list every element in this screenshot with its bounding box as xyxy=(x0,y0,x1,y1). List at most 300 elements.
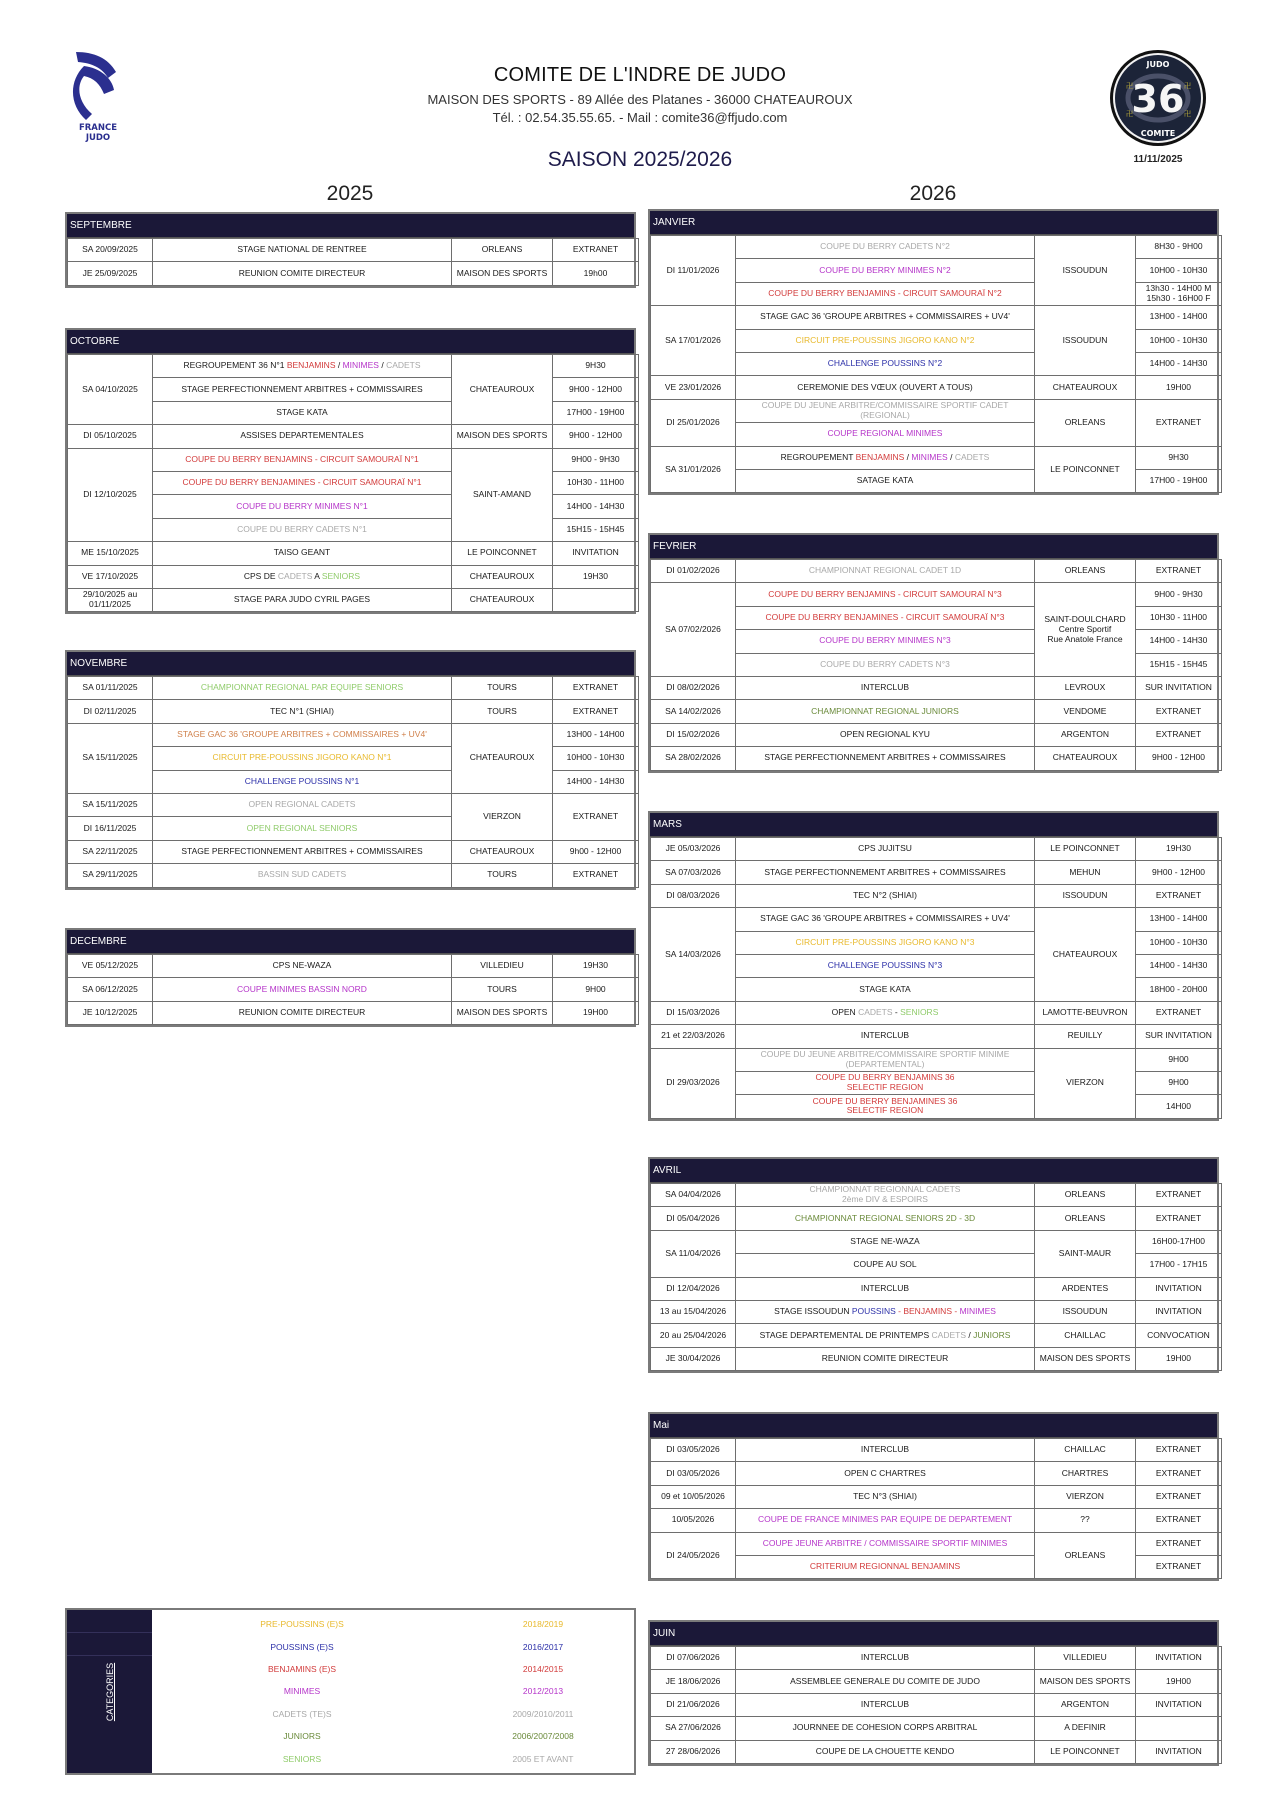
event-name xyxy=(153,495,452,518)
event-date: SA 14/03/2026 xyxy=(651,908,736,1002)
event-text-segment: CIRCUIT PRE-POUSSINS JIGORO KANO N°1 xyxy=(212,752,392,763)
event-location: CHATEAUROUX xyxy=(452,723,553,793)
event-name xyxy=(736,1324,1035,1347)
event-text-segment: MINIMES xyxy=(342,360,379,371)
category-row xyxy=(152,1709,634,1719)
event-text-segment: CIRCUIT PRE-POUSSINS JIGORO KANO N°3 xyxy=(795,936,975,947)
event-row xyxy=(651,723,1222,746)
event-row xyxy=(651,352,1222,375)
month-table-janvier xyxy=(648,209,1219,495)
month-header: AVRIL xyxy=(650,1159,1217,1183)
event-text-segment: REUNION COMITE DIRECTEUR xyxy=(238,1007,366,1018)
event-text-segment: STAGE GAC 36 'GROUPE ARBITRES + COMMISSAIRES + UV4' xyxy=(760,311,1010,322)
event-time-or-registration: 9H30 xyxy=(1136,446,1222,469)
event-text-segment: / xyxy=(947,451,955,462)
event-time-or-registration: 17H00 - 19H00 xyxy=(1136,469,1222,492)
event-name xyxy=(736,978,1035,1001)
event-text-segment: OPEN REGIONAL CADETS xyxy=(248,799,356,810)
category-row xyxy=(152,1754,634,1764)
event-text-segment: SATAGE KATA xyxy=(856,475,914,486)
event-text-segment: CHAMPIONNAT REGIONAL CADET 1D xyxy=(808,565,962,576)
event-time-or-registration: 9h00 - 12H00 xyxy=(553,840,639,863)
event-name xyxy=(736,399,1035,422)
event-date: DI 25/01/2026 xyxy=(651,399,736,446)
event-time-or-registration: 18H00 - 20H00 xyxy=(1136,978,1222,1001)
event-date: DI 12/10/2025 xyxy=(68,448,153,542)
event-location: MAISON DES SPORTS xyxy=(1035,1670,1136,1693)
event-name xyxy=(153,723,452,746)
event-row xyxy=(651,1184,1222,1207)
event-text-segment: CADETS xyxy=(954,451,990,462)
event-date: DI 01/02/2026 xyxy=(651,560,736,583)
event-time-or-registration: 13h30 - 14H00 M 15h30 - 16H00 F xyxy=(1136,282,1222,305)
event-location: CHAILLAC xyxy=(1035,1439,1136,1462)
event-time-or-registration: EXTRANET xyxy=(1136,1207,1222,1230)
event-date: 21 et 22/03/2026 xyxy=(651,1025,736,1048)
event-row xyxy=(68,747,639,770)
event-name xyxy=(736,1532,1035,1555)
event-time-or-registration: 19H30 xyxy=(553,955,639,978)
month-header: DECEMBRE xyxy=(67,930,634,954)
event-name xyxy=(153,978,452,1001)
event-name xyxy=(153,1001,452,1024)
event-date: SA 15/11/2025 xyxy=(68,793,153,816)
event-name xyxy=(153,817,452,840)
event-date: DI 29/03/2026 xyxy=(651,1048,736,1118)
event-date: SA 11/04/2026 xyxy=(651,1230,736,1277)
event-row xyxy=(651,676,1222,699)
event-row xyxy=(68,471,639,494)
event-row xyxy=(651,1347,1222,1370)
event-name xyxy=(153,840,452,863)
event-time-or-registration xyxy=(1136,1717,1222,1740)
event-time-or-registration: 9H00 - 9H30 xyxy=(553,448,639,471)
event-text-segment: INTERCLUB xyxy=(860,1444,910,1455)
event-date: DI 05/04/2026 xyxy=(651,1207,736,1230)
event-date: JE 05/03/2026 xyxy=(651,838,736,861)
event-row xyxy=(68,542,639,565)
event-text-segment: CHALLENGE POUSSINS N°3 xyxy=(827,960,943,971)
event-row xyxy=(68,840,639,863)
event-text-segment: CHAMPIONNAT REGIONAL SENIORS 2D - 3D xyxy=(794,1212,976,1223)
svg-text:FRANCE: FRANCE xyxy=(78,123,118,133)
event-time-or-registration: 9H00 - 12H00 xyxy=(1136,861,1222,884)
event-row xyxy=(651,259,1222,282)
event-row xyxy=(651,469,1222,492)
comite-36-logo xyxy=(1108,48,1208,148)
event-text-segment: CHALLENGE POUSSINS N°1 xyxy=(244,775,360,786)
event-time-or-registration: EXTRANET xyxy=(1136,1184,1222,1207)
event-location: ?? xyxy=(1035,1509,1136,1532)
month-table-mars xyxy=(648,811,1219,1121)
event-row xyxy=(68,425,639,448)
event-location: VIERZON xyxy=(1035,1485,1136,1508)
event-text-segment: COUPE DU BERRY BENJAMINS 36 SELECTIF REGION xyxy=(815,1072,955,1093)
event-row xyxy=(68,700,639,723)
event-time-or-registration: 9H00 - 12H00 xyxy=(553,378,639,401)
event-date: DI 16/11/2025 xyxy=(68,817,153,840)
organization-title: COMITE DE L'INDRE DE JUDO xyxy=(493,64,787,86)
event-time-or-registration: 14H00 - 14H30 xyxy=(553,770,639,793)
event-name xyxy=(153,588,452,611)
event-row xyxy=(68,495,639,518)
event-name xyxy=(736,1230,1035,1253)
event-text-segment: CHAMPIONNAT REGIONNAL CADETS 2ème DIV & ESPOIRS xyxy=(809,1184,961,1205)
event-name xyxy=(736,469,1035,492)
month-header: JANVIER xyxy=(650,211,1217,235)
events-table xyxy=(650,1438,1222,1579)
event-time-or-registration: 14H00 - 14H30 xyxy=(1136,954,1222,977)
year-label-2026: 2026 xyxy=(909,182,957,205)
event-date: DI 03/05/2026 xyxy=(651,1439,736,1462)
event-location: ISSOUDUN xyxy=(1035,306,1136,376)
event-date: DI 08/02/2026 xyxy=(651,676,736,699)
event-location: A DEFINIR xyxy=(1035,1717,1136,1740)
month-table-decembre xyxy=(65,928,636,1027)
event-location: ORLEANS xyxy=(1035,1184,1136,1207)
event-time-or-registration: 17H00 - 17H15 xyxy=(1136,1254,1222,1277)
event-row xyxy=(651,1207,1222,1230)
event-location: VILLEDIEU xyxy=(1035,1647,1136,1670)
categories-label: CATEGORIES xyxy=(104,1662,115,1721)
category-row xyxy=(152,1664,634,1674)
event-location: SAINT-AMAND xyxy=(452,448,553,542)
event-time-or-registration: EXTRANET xyxy=(1136,723,1222,746)
event-date: 09 et 10/05/2026 xyxy=(651,1485,736,1508)
events-table xyxy=(650,1183,1222,1371)
month-header: Mai xyxy=(650,1414,1217,1438)
event-text-segment: COUPE DU BERRY MINIMES N°2 xyxy=(819,264,951,275)
event-text-segment: - xyxy=(892,1007,901,1018)
event-time-or-registration: EXTRANET xyxy=(1136,399,1222,446)
event-date: 29/10/2025 au 01/11/2025 xyxy=(68,588,153,611)
event-row xyxy=(68,955,639,978)
event-date: SA 14/02/2026 xyxy=(651,700,736,723)
event-location: LAMOTTE-BEUVRON xyxy=(1035,1001,1136,1024)
event-name xyxy=(736,1300,1035,1323)
category-birth-years: 2014/2015 xyxy=(522,1664,564,1675)
event-date: SA 31/01/2026 xyxy=(651,446,736,493)
event-location: REUILLY xyxy=(1035,1025,1136,1048)
event-location: ORLEANS xyxy=(1035,399,1136,446)
month-table-fevrier xyxy=(648,533,1219,773)
event-location: VENDOME xyxy=(1035,700,1136,723)
event-location: ISSOUDUN xyxy=(1035,884,1136,907)
event-text-segment: BENJAMINS xyxy=(903,1306,952,1317)
event-row xyxy=(651,376,1222,399)
category-birth-years: 2005 ET AVANT xyxy=(512,1753,574,1764)
event-time-or-registration: EXTRANET xyxy=(1136,1001,1222,1024)
event-text-segment: CPS NE-WAZA xyxy=(272,960,332,971)
event-row xyxy=(651,1740,1222,1763)
event-text-segment: STAGE DEPARTEMENTAL DE PRINTEMPS xyxy=(759,1329,932,1340)
event-text-segment: OPEN REGIONAL KYU xyxy=(840,729,930,740)
event-time-or-registration: INVITATION xyxy=(1136,1277,1222,1300)
event-row xyxy=(68,355,639,378)
month-table-octobre xyxy=(65,328,636,614)
event-time-or-registration: 14H00 xyxy=(1136,1095,1222,1118)
event-location: MAISON DES SPORTS xyxy=(452,425,553,448)
event-name xyxy=(736,282,1035,305)
event-time-or-registration: 9H00 xyxy=(553,978,639,1001)
event-text-segment: / xyxy=(335,360,343,371)
event-time-or-registration: 9H00 xyxy=(1136,1048,1222,1071)
event-text-segment: JUNIORS xyxy=(973,1329,1011,1340)
event-text-segment: - xyxy=(895,1306,904,1317)
event-row xyxy=(651,1048,1222,1071)
event-text-segment: STAGE PERFECTIONNEMENT ARBITRES + COMMISSAIRES xyxy=(764,866,1006,877)
event-date: SA 06/12/2025 xyxy=(68,978,153,1001)
event-time-or-registration: EXTRANET xyxy=(1136,700,1222,723)
event-text-segment: BENJAMINS xyxy=(855,451,905,462)
france-judo-logo xyxy=(70,50,126,142)
event-row xyxy=(651,1095,1222,1118)
event-date: 20 au 25/04/2026 xyxy=(651,1324,736,1347)
event-date: DI 12/04/2026 xyxy=(651,1277,736,1300)
event-text-segment: COUPE DU BERRY MINIMES N°1 xyxy=(236,500,368,511)
event-name xyxy=(736,236,1035,259)
category-name: CADETS (TE)S xyxy=(272,1708,332,1719)
event-row xyxy=(651,1071,1222,1094)
event-time-or-registration: EXTRANET xyxy=(1136,1555,1222,1578)
event-text-segment: CRITERIUM REGIONNAL BENJAMINS xyxy=(809,1561,961,1572)
document-date: 11/11/2025 xyxy=(1133,154,1183,165)
event-name xyxy=(736,306,1035,329)
event-text-segment: TEC N°2 (SHIAI) xyxy=(853,890,917,901)
event-location: LE POINCONNET xyxy=(1035,1740,1136,1763)
events-table xyxy=(67,954,639,1025)
event-name xyxy=(736,1207,1035,1230)
event-row xyxy=(651,838,1222,861)
event-date: SA 22/11/2025 xyxy=(68,840,153,863)
event-date: JE 25/09/2025 xyxy=(68,262,153,285)
event-row xyxy=(651,1717,1222,1740)
event-location: TOURS xyxy=(452,978,553,1001)
event-row xyxy=(68,378,639,401)
svg-text:36: 36 xyxy=(1131,77,1185,121)
event-time-or-registration: 19H00 xyxy=(553,1001,639,1024)
event-text-segment: COUPE DU BERRY BENJAMINS - CIRCUIT SAMOURAÏ N°3 xyxy=(768,588,1002,599)
event-time-or-registration: 10H00 - 10H30 xyxy=(1136,259,1222,282)
organization-address: MAISON DES SPORTS - 89 Allée des Platanes - 36000 CHATEAUROUX xyxy=(427,92,853,107)
event-date: DI 03/05/2026 xyxy=(651,1462,736,1485)
event-time-or-registration: 13H00 - 14H00 xyxy=(1136,908,1222,931)
event-text-segment: REUNION COMITE DIRECTEUR xyxy=(821,1353,949,1364)
event-name xyxy=(736,1001,1035,1024)
event-name xyxy=(736,1647,1035,1670)
event-location: TOURS xyxy=(452,700,553,723)
event-text-segment: OPEN C CHARTRES xyxy=(844,1467,926,1478)
category-birth-years: 2006/2007/2008 xyxy=(512,1731,574,1742)
event-date: DI 08/03/2026 xyxy=(651,884,736,907)
event-date: VE 23/01/2026 xyxy=(651,376,736,399)
event-location: CHAILLAC xyxy=(1035,1324,1136,1347)
month-table-septembre xyxy=(65,212,636,288)
event-name xyxy=(736,1509,1035,1532)
svg-text:COMITE: COMITE xyxy=(1140,129,1176,138)
event-date: SA 28/02/2026 xyxy=(651,747,736,770)
event-location: SAINT-DOULCHARD Centre Sportif Rue Anatole France xyxy=(1035,583,1136,677)
event-name xyxy=(736,747,1035,770)
event-text-segment: INTERCLUB xyxy=(860,682,910,693)
category-name: BENJAMINS (E)S xyxy=(267,1664,336,1675)
event-date: SA 17/01/2026 xyxy=(651,306,736,376)
event-name xyxy=(736,1048,1035,1071)
event-name xyxy=(736,700,1035,723)
event-text-segment: REGROUPEMENT 36 N°1 xyxy=(183,360,287,371)
event-time-or-registration: 19H00 xyxy=(1136,1347,1222,1370)
event-text-segment: COUPE MINIMES BASSIN NORD xyxy=(237,983,367,994)
event-text-segment: COUPE DU BERRY MINIMES N°3 xyxy=(819,635,951,646)
category-name: JUNIORS xyxy=(283,1731,321,1742)
event-row xyxy=(68,770,639,793)
event-time-or-registration xyxy=(553,588,639,611)
event-text-segment: JOURNNEE DE COHESION CORPS ARBITRAL xyxy=(792,1722,978,1733)
event-row xyxy=(68,978,639,1001)
event-time-or-registration: EXTRANET xyxy=(1136,1462,1222,1485)
month-table-juin xyxy=(648,1620,1219,1766)
event-name xyxy=(153,542,452,565)
event-name xyxy=(736,1439,1035,1462)
event-time-or-registration: EXTRANET xyxy=(1136,884,1222,907)
season-title: SAISON 2025/2026 xyxy=(547,148,733,171)
event-row xyxy=(651,1532,1222,1555)
event-date: DI 15/03/2026 xyxy=(651,1001,736,1024)
event-location: ISSOUDUN xyxy=(1035,1300,1136,1323)
event-text-segment: SENIORS xyxy=(321,570,361,581)
event-name xyxy=(736,861,1035,884)
events-table xyxy=(67,238,639,286)
event-text-segment: COUPE DU BERRY CADETS N°1 xyxy=(237,524,367,535)
event-row xyxy=(651,1439,1222,1462)
event-row xyxy=(651,1300,1222,1323)
event-location: CHATEAUROUX xyxy=(1035,747,1136,770)
event-name xyxy=(736,676,1035,699)
event-text-segment: / xyxy=(966,1329,974,1340)
event-text-segment: CHAMPIONNAT REGIONAL JUNIORS xyxy=(811,705,959,716)
event-time-or-registration: 13H00 - 14H00 xyxy=(1136,306,1222,329)
category-row xyxy=(152,1619,634,1629)
event-text-segment: COUPE AU SOL xyxy=(853,1259,917,1270)
event-time-or-registration: CONVOCATION xyxy=(1136,1324,1222,1347)
event-name xyxy=(153,378,452,401)
event-location: MAISON DES SPORTS xyxy=(452,262,553,285)
event-text-segment: OPEN xyxy=(831,1007,859,1018)
event-row xyxy=(651,560,1222,583)
event-name xyxy=(736,259,1035,282)
event-date: 10/05/2026 xyxy=(651,1509,736,1532)
event-name xyxy=(736,606,1035,629)
year-label-2025: 2025 xyxy=(326,182,374,205)
event-time-or-registration: EXTRANET xyxy=(553,700,639,723)
event-date: DI 02/11/2025 xyxy=(68,700,153,723)
event-time-or-registration: 10H00 - 10H30 xyxy=(1136,329,1222,352)
month-header: OCTOBRE xyxy=(67,330,634,354)
event-location: ARDENTES xyxy=(1035,1277,1136,1300)
event-text-segment: STAGE PERFECTIONNEMENT ARBITRES + COMMISSAIRES xyxy=(181,846,423,857)
event-name xyxy=(736,838,1035,861)
event-row xyxy=(651,1647,1222,1670)
event-text-segment: STAGE NATIONAL DE RENTREE xyxy=(237,244,367,255)
event-location: CHATEAUROUX xyxy=(452,840,553,863)
event-name xyxy=(736,583,1035,606)
event-row xyxy=(651,630,1222,653)
event-name xyxy=(736,1184,1035,1207)
event-name xyxy=(736,1555,1035,1578)
event-time-or-registration: 19h00 xyxy=(553,262,639,285)
event-name xyxy=(153,747,452,770)
event-text-segment: COUPE DE LA CHOUETTE KENDO xyxy=(815,1745,955,1756)
category-name: PRE-POUSSINS (E)S xyxy=(260,1619,344,1630)
event-row xyxy=(68,239,639,262)
event-date: JE 10/12/2025 xyxy=(68,1001,153,1024)
category-birth-years: 2016/2017 xyxy=(522,1641,564,1652)
event-date: SA 04/04/2026 xyxy=(651,1184,736,1207)
events-table xyxy=(650,235,1222,493)
event-location: TOURS xyxy=(452,677,553,700)
event-text-segment: STAGE ISSOUDUN xyxy=(774,1306,852,1317)
event-date: DI 11/01/2026 xyxy=(651,236,736,306)
event-time-or-registration: INVITATION xyxy=(553,542,639,565)
event-text-segment: CPS JUJITSU xyxy=(858,843,912,854)
event-name xyxy=(736,884,1035,907)
event-time-or-registration: 17H00 - 19H00 xyxy=(553,401,639,424)
event-time-or-registration: 13H00 - 14H00 xyxy=(553,723,639,746)
event-name xyxy=(736,446,1035,469)
event-name xyxy=(736,1693,1035,1716)
month-header: SEPTEMBRE xyxy=(67,214,634,238)
event-location: SAINT-MAUR xyxy=(1035,1230,1136,1277)
event-text-segment: TEC N°3 (SHIAI) xyxy=(853,1491,917,1502)
page-header xyxy=(350,64,930,125)
event-text-segment: INTERCLUB xyxy=(860,1652,910,1663)
event-name xyxy=(153,565,452,588)
event-date: 27 28/06/2026 xyxy=(651,1740,736,1763)
event-time-or-registration: 9H00 - 12H00 xyxy=(553,425,639,448)
category-row xyxy=(152,1731,634,1741)
event-text-segment: INTERCLUB xyxy=(860,1282,910,1293)
event-text-segment: STAGE PARA JUDO CYRIL PAGES xyxy=(233,594,371,605)
event-text-segment: INTERCLUB xyxy=(860,1030,910,1041)
event-text-segment: STAGE PERFECTIONNEMENT ARBITRES + COMMISSAIRES xyxy=(181,383,423,394)
month-table-mai xyxy=(648,1412,1219,1581)
event-text-segment: - xyxy=(952,1306,960,1317)
event-name xyxy=(736,954,1035,977)
event-location: ORLEANS xyxy=(452,239,553,262)
event-name xyxy=(153,864,452,887)
event-location: CHARTRES xyxy=(1035,1462,1136,1485)
event-name xyxy=(153,355,452,378)
event-name xyxy=(736,329,1035,352)
event-text-segment: COUPE DU BERRY BENJAMINS - CIRCUIT SAMOURAÏ N°2 xyxy=(768,288,1002,299)
event-name xyxy=(736,352,1035,375)
events-table xyxy=(650,559,1222,771)
event-date: DI 05/10/2025 xyxy=(68,425,153,448)
judo-36-comite-logo-icon xyxy=(1108,48,1208,148)
category-name: MINIMES xyxy=(283,1686,321,1697)
event-text-segment: CADETS xyxy=(931,1329,966,1340)
event-row xyxy=(651,1670,1222,1693)
event-date: VE 17/10/2025 xyxy=(68,565,153,588)
event-time-or-registration: 19H30 xyxy=(553,565,639,588)
event-time-or-registration: EXTRANET xyxy=(553,793,639,840)
event-time-or-registration: INVITATION xyxy=(1136,1300,1222,1323)
event-name xyxy=(736,1025,1035,1048)
event-row xyxy=(651,908,1222,931)
event-date: DI 21/06/2026 xyxy=(651,1693,736,1716)
event-time-or-registration: EXTRANET xyxy=(1136,560,1222,583)
month-header: FEVRIER xyxy=(650,535,1217,559)
